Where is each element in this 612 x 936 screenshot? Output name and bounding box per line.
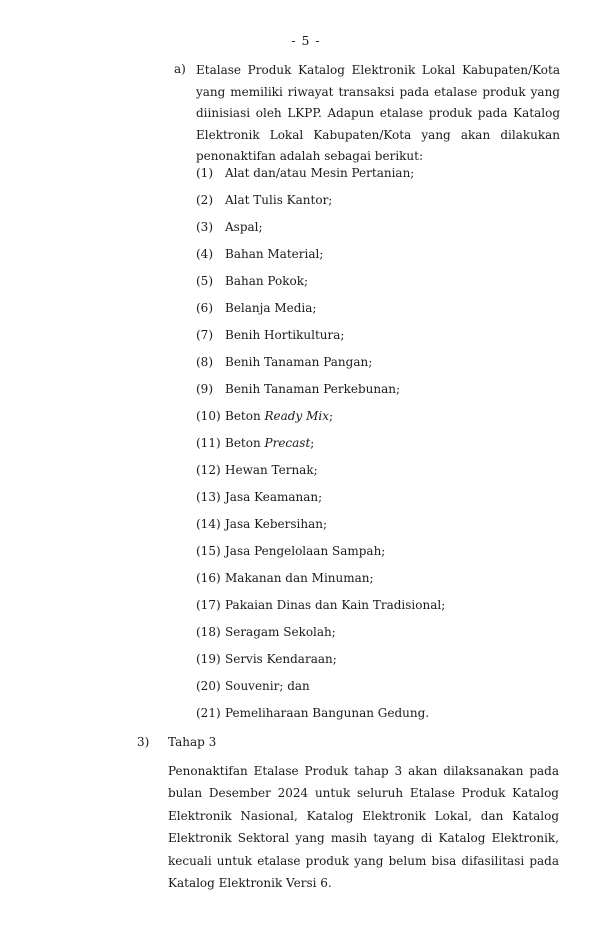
list-item xyxy=(196,676,445,703)
list-item-number: (16) xyxy=(196,571,221,585)
list-item-number: (17) xyxy=(196,598,221,612)
list-item xyxy=(196,514,445,541)
list-item-number: (11) xyxy=(196,436,221,450)
list-item xyxy=(196,595,445,622)
list-item-number: (2) xyxy=(196,193,213,207)
list-item-number: (13) xyxy=(196,490,221,504)
list-item-number: (12) xyxy=(196,463,221,477)
list-item-text: Benih Tanaman Pangan; xyxy=(225,355,373,369)
list-item-text: Hewan Ternak; xyxy=(225,463,318,477)
list-item xyxy=(196,622,445,649)
list-item-text: Makanan dan Minuman; xyxy=(225,571,374,585)
list-item-number: (3) xyxy=(196,220,213,234)
list-item-number: (4) xyxy=(196,247,213,261)
list-item xyxy=(196,406,445,433)
list-item-punctuation: ; xyxy=(310,436,315,450)
list-item-number: (8) xyxy=(196,355,213,369)
list-item-italic-term: Precast xyxy=(264,436,311,450)
list-item-text: Pakaian Dinas dan Kain Tradisional; xyxy=(225,598,446,612)
list-item-text: Jasa Kebersihan; xyxy=(225,517,328,531)
item-a-marker: a) xyxy=(174,62,186,76)
list-item xyxy=(196,271,445,298)
list-item-italic-term: Ready Mix xyxy=(264,409,329,423)
list-item-number: (20) xyxy=(196,679,221,693)
section-3-title: Tahap 3 xyxy=(168,735,217,749)
list-item-text: Alat dan/atau Mesin Pertanian; xyxy=(225,166,415,180)
list-item-text: Servis Kendaraan; xyxy=(225,652,337,666)
list-item-text: Beton xyxy=(225,409,265,423)
list-item-number: (10) xyxy=(196,409,221,423)
list-item-text: Seragam Sekolah; xyxy=(225,625,336,639)
list-item xyxy=(196,379,445,406)
list-item-number: (1) xyxy=(196,166,213,180)
list-item xyxy=(196,460,445,487)
list-item-text: Jasa Keamanan; xyxy=(225,490,323,504)
list-item-text: Pemeliharaan Bangunan Gedung. xyxy=(225,706,430,720)
list-item xyxy=(196,217,445,244)
list-item-punctuation: ; xyxy=(328,409,334,423)
list-item-number: (15) xyxy=(196,544,221,558)
list-item xyxy=(196,541,445,568)
section-3-paragraph: Penonaktifan Etalase Produk tahap 3 akan dilaksanakan pada bulan Desember 2024 untuk seluruh Etalase Produk Katalog Elektronik Nasional, Katalog Elektronik Lokal, dan Katalog Elektronik Sektoral yang masih tayang di Katalog Elektronik, kecuali untuk etalase produk yang belum bisa difasilitasi pada Katalog Elektronik Versi 6. xyxy=(168,764,559,891)
list-item xyxy=(196,649,445,676)
list-item-number: (9) xyxy=(196,382,213,396)
list-item-number: (18) xyxy=(196,625,221,639)
list-item xyxy=(196,190,445,217)
list-item-text: Belanja Media; xyxy=(225,301,317,315)
list-item-text: Beton xyxy=(225,436,265,450)
list-item xyxy=(196,325,445,352)
list-item-text: Jasa Pengelolaan Sampah; xyxy=(225,544,386,558)
list-item-number: (19) xyxy=(196,652,221,666)
list-item-number: (14) xyxy=(196,517,221,531)
item-a-paragraph: Etalase Produk Katalog Elektronik Lokal Kabupaten/Kota yang memiliki riwayat transaksi pada etalase produk yang diinisiasi oleh LKPP. Adapun etalase produk pada Katalog Elektronik Lokal Kabupaten/Kota yang akan dilakukan penonaktifan adalah sebagai berikut: xyxy=(196,63,560,164)
list-item xyxy=(196,298,445,325)
list-item xyxy=(196,487,445,514)
list-item-text: Bahan Pokok; xyxy=(225,274,309,288)
list-item-text: Benih Tanaman Perkebunan; xyxy=(225,382,401,396)
list-item xyxy=(196,352,445,379)
list-item-text: Souvenir; dan xyxy=(225,679,310,693)
list-item xyxy=(196,703,445,730)
list-item-text: Bahan Material; xyxy=(225,247,324,261)
list-item-number: (7) xyxy=(196,328,213,342)
list-item xyxy=(196,163,445,190)
list-item-number: (21) xyxy=(196,706,221,720)
list-item-number: (5) xyxy=(196,274,213,288)
list-item-text: Alat Tulis Kantor; xyxy=(225,193,333,207)
list-item xyxy=(196,568,445,595)
page-number: - 5 - xyxy=(291,33,321,48)
list-item xyxy=(196,433,445,460)
list-item xyxy=(196,244,445,271)
list-item-text: Benih Hortikultura; xyxy=(225,328,345,342)
list-item-text: Aspal; xyxy=(225,220,263,234)
storefront-list xyxy=(196,163,445,730)
list-item-number: (6) xyxy=(196,301,213,315)
section-3-marker: 3) xyxy=(137,735,150,749)
